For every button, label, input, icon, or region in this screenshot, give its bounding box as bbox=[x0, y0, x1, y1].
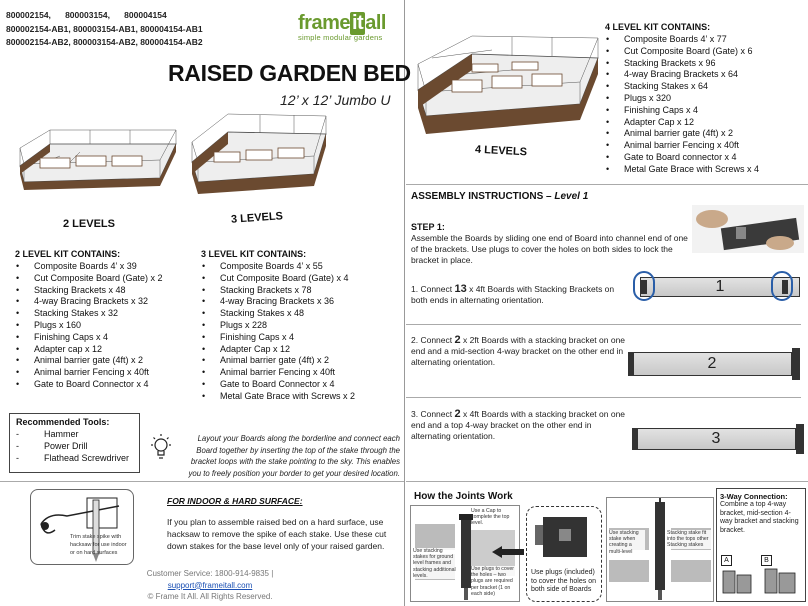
kit-4-title: 4 LEVEL KIT CONTAINS: bbox=[605, 22, 711, 32]
list-item: • 4-way Bracing Brackets x 32 bbox=[15, 296, 163, 308]
list-item: • Adapter Cap x 12 bbox=[201, 344, 355, 356]
list-item: • Animal barrier Fencing x 40ft bbox=[15, 367, 163, 379]
three-way-title: 3-Way Connection: bbox=[720, 492, 788, 501]
stacking-bracket-right bbox=[782, 280, 788, 294]
brand-logo bbox=[298, 12, 396, 42]
label-a: A bbox=[721, 555, 732, 566]
support-email-link[interactable]: support@frameitall.com bbox=[167, 580, 253, 590]
use-plugs-included-note: Use plugs (included) to cover the holes on both side of Boards bbox=[531, 569, 596, 594]
board-diagram-2: 2 bbox=[632, 352, 792, 376]
list-item: • Plugs x 320 bbox=[605, 93, 759, 105]
stake-trim-note: Trim stake spike with hacksaw for use indoor or on hard surfaces bbox=[70, 534, 127, 556]
list-item: • Composite Boards 4’ x 39 bbox=[15, 261, 163, 273]
step1-text: Assemble the Boards by sliding one end of Board into channel end of one of the brackets. Use plugs to cover the holes on both sides to lock the bracket in place. bbox=[411, 233, 688, 265]
tool-item: - Power Drill bbox=[16, 440, 133, 452]
logo-wordmark: frame it all bbox=[298, 12, 386, 34]
assembly-step-1: 1. Connect 13 x 4ft Boards with Stacking Brackets on both ends in alternating orientation. bbox=[411, 283, 615, 305]
list-item: • Cut Composite Board (Gate) x 2 bbox=[15, 273, 163, 285]
list-item: • 4-way Bracing Brackets x 64 bbox=[605, 69, 759, 81]
list-item: • Animal barrier gate (4ft) x 2 bbox=[201, 355, 355, 367]
step1-title: STEP 1: bbox=[411, 222, 445, 232]
list-item: • Metal Gate Brace with Screws x 4 bbox=[605, 164, 759, 176]
assembly-step-2: 2. Connect 2 x 2ft Boards with a stacking bracket on one end and a mid-section 4-way bracket on the other end in alternating orientation. bbox=[411, 334, 626, 367]
kit-3-list bbox=[201, 261, 355, 403]
list-item: • Finishing Caps x 4 bbox=[15, 332, 163, 344]
product-codes bbox=[6, 9, 203, 50]
mid-section-4way-bracket bbox=[792, 348, 800, 380]
footer bbox=[120, 568, 300, 603]
list-item: • Cut Composite Board (Gate) x 4 bbox=[201, 273, 355, 285]
three-levels-caption: 3 LEVELS bbox=[230, 210, 284, 226]
two-level-bed-illustration bbox=[10, 126, 186, 210]
layout-tip: Layout your Boards along the borderline and connect each Board together by inserting the top of the stake through the bracket loops with the stake pointing to the sky. This enables you to freely position your border to get your desired location. bbox=[188, 434, 400, 478]
lightbulb-icon bbox=[148, 432, 174, 462]
page-subtitle: 12’ x 12’ Jumbo U bbox=[280, 92, 391, 108]
board-diagram-3: 3 bbox=[636, 428, 796, 450]
bracket-assembly-photo bbox=[692, 205, 804, 253]
tool-item: - Hammer bbox=[16, 428, 133, 440]
list-item: • 4-way Bracing Brackets x 36 bbox=[201, 296, 355, 308]
use-stacking-note: Use stacking stakes for ground level frames and stacking additional levels. bbox=[413, 548, 456, 579]
list-item: • Stacking Brackets x 48 bbox=[15, 285, 163, 297]
use-stacking-multi-note: Use stacking stake when creating a multi-level bbox=[609, 530, 645, 555]
section-divider bbox=[406, 397, 801, 398]
joint-panel-plugs bbox=[526, 506, 602, 602]
list-item: • Animal barrier Fencing x 40ft bbox=[201, 367, 355, 379]
three-level-bed-illustration bbox=[184, 112, 334, 206]
indoor-title: FOR INDOOR & HARD SURFACE: bbox=[167, 496, 303, 506]
joints-title: How the Joints Work bbox=[414, 491, 513, 502]
two-levels-caption: 2 LEVELS bbox=[63, 218, 115, 230]
stacking-fit-note: Stacking stake fit into the tops other Stacking stakes bbox=[667, 530, 711, 549]
list-item: • Cut Composite Board (Gate) x 6 bbox=[605, 46, 759, 58]
list-item: • Metal Gate Brace with Screws x 2 bbox=[201, 391, 355, 403]
page-title: RAISED GARDEN BED bbox=[168, 60, 411, 86]
plug-icon bbox=[529, 511, 601, 567]
three-way-connection-box bbox=[716, 488, 806, 602]
assembly-title: ASSEMBLY INSTRUCTIONS – Level 1 bbox=[411, 191, 589, 202]
list-item: • Stacking Brackets x 96 bbox=[605, 58, 759, 70]
use-plugs-cover-note: Use plugs to cover the holes – two plugs are required per bracket (1 on each side) bbox=[471, 566, 517, 597]
kit-2-title: 2 LEVEL KIT CONTAINS: bbox=[15, 249, 121, 259]
list-item: • Gate to Board Connector x 4 bbox=[201, 379, 355, 391]
section-divider bbox=[406, 184, 808, 185]
recommended-tools-box bbox=[9, 413, 140, 473]
four-levels-caption: 4 LEVELS bbox=[474, 143, 528, 159]
stacking-bracket bbox=[632, 428, 638, 450]
list-item: • Plugs x 228 bbox=[201, 320, 355, 332]
four-level-bed-illustration bbox=[412, 34, 600, 140]
assembly-step-3: 3. Connect 2 x 4ft Boards with a stacking bracket on one end and a top 4-way bracket on the other end in alternating orientation. bbox=[411, 408, 626, 441]
top-4way-bracket bbox=[796, 424, 804, 454]
product-code-line: 800002154-AB2, 800003154-AB2, 800004154-AB2 bbox=[6, 37, 203, 47]
list-item: • Gate to Board connector x 4 bbox=[605, 152, 759, 164]
board-diagram-1: 1 bbox=[640, 277, 800, 297]
list-item: • Composite Boards 4’ x 55 bbox=[201, 261, 355, 273]
logo-tagline: simple modular gardens bbox=[298, 33, 383, 42]
bracket-icon bbox=[719, 565, 803, 599]
tool-item: - Flathead Screwdriver bbox=[16, 452, 133, 464]
list-item: • Stacking Stakes x 32 bbox=[15, 308, 163, 320]
joint-panel-stacking bbox=[606, 497, 714, 602]
kit-2-level bbox=[15, 249, 163, 391]
column-divider bbox=[404, 0, 405, 606]
kit-3-level bbox=[201, 249, 355, 403]
three-way-text: Combine a top 4-way bracket, mid-section 4-way bracket and stacking bracket. bbox=[720, 501, 799, 534]
tools-title: Recommended Tools: bbox=[16, 417, 110, 427]
stacking-bracket bbox=[628, 352, 634, 376]
indoor-text: If you plan to assemble raised bed on a hard surface, use hacksaw to remove the spike of each stake. Use these cut down stakes for the base level only of your raised garden. bbox=[167, 517, 387, 551]
list-item: • Adapter Cap x 12 bbox=[605, 117, 759, 129]
label-b: B bbox=[761, 555, 772, 566]
section-divider bbox=[0, 481, 404, 482]
list-item: • Stacking Stakes x 64 bbox=[605, 81, 759, 93]
list-item: • Stacking Stakes x 48 bbox=[201, 308, 355, 320]
arrow-left-icon bbox=[492, 545, 524, 555]
list-item: • Composite Boards 4’ x 77 bbox=[605, 34, 759, 46]
list-item: • Animal barrier Fencing x 40ft bbox=[605, 140, 759, 152]
section-divider bbox=[406, 324, 801, 325]
product-code-line: 800002154-AB1, 800003154-AB1, 800004154-AB1 bbox=[6, 23, 203, 34]
product-code-line: 800002154, 800003154, 800004154 bbox=[6, 10, 167, 20]
copyright: © Frame It All. All Rights Reserved. bbox=[147, 592, 273, 601]
kit-4-list bbox=[605, 34, 759, 176]
list-item: • Finishing Caps x 4 bbox=[201, 332, 355, 344]
list-item: • Finishing Caps x 4 bbox=[605, 105, 759, 117]
stacking-bracket-left bbox=[641, 280, 647, 294]
kit-4-level bbox=[605, 22, 759, 176]
customer-service: Customer Service: 1800-914-9835 | bbox=[146, 569, 274, 578]
kit-3-title: 3 LEVEL KIT CONTAINS: bbox=[201, 249, 307, 259]
kit-2-list bbox=[15, 261, 163, 391]
section-divider bbox=[406, 481, 808, 482]
list-item: • Stacking Brackets x 78 bbox=[201, 285, 355, 297]
list-item: • Adapter cap x 12 bbox=[15, 344, 163, 356]
list-item: • Animal barrier gate (4ft) x 2 bbox=[15, 355, 163, 367]
list-item: • Animal barrier gate (4ft) x 2 bbox=[605, 128, 759, 140]
list-item: • Gate to Board Connector x 4 bbox=[15, 379, 163, 391]
use-cap-note: Use a Cap to complete the top level. bbox=[471, 508, 510, 527]
list-item: • Plugs x 160 bbox=[15, 320, 163, 332]
